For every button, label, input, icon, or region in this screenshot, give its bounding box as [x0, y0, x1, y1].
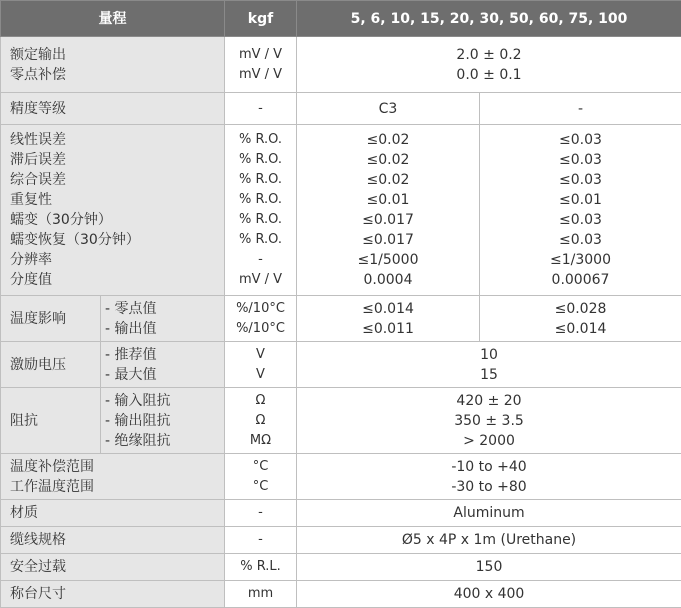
material-row	[1, 500, 681, 527]
creep-label: 蠕变（30分钟）	[10, 212, 112, 228]
temp-effect-c3	[297, 296, 480, 342]
range-header: 量程	[1, 1, 225, 37]
impedance-subs	[101, 388, 225, 454]
platform-label: 称台尺寸	[1, 581, 225, 608]
c3-value: ≤0.02	[366, 132, 410, 148]
overload-row	[1, 554, 681, 581]
input-impedance-value: 420 ± 20	[456, 392, 522, 409]
overload-value: 150	[297, 554, 681, 581]
impedance-row	[1, 388, 681, 454]
output-sub-label: - 输出值	[105, 320, 157, 337]
unit-value: V	[256, 346, 265, 362]
maximum-value: 15	[480, 366, 498, 383]
header-row	[1, 1, 681, 37]
accuracy-other: -	[480, 93, 681, 125]
output-impedance-value: 350 ± 3.5	[454, 412, 524, 429]
insulation-value: > 2000	[463, 432, 515, 449]
unit-value: % R.O.	[238, 172, 283, 187]
capacities-header: 5, 6, 10, 15, 20, 30, 50, 60, 75, 100	[297, 1, 681, 37]
unit-value: mV / V	[238, 66, 283, 82]
temp-range-row	[1, 454, 681, 500]
other-value: ≤0.03	[559, 132, 602, 148]
insulation-label: - 绝缘阻抗	[105, 432, 171, 449]
output-row	[1, 37, 681, 93]
accuracy-unit: -	[225, 93, 297, 125]
cable-label: 缆线规格	[1, 527, 225, 554]
overload-unit: % R.L.	[225, 554, 297, 581]
unit-value: % R.O.	[238, 232, 283, 247]
material-label: 材质	[1, 500, 225, 527]
c3-value: ≤1/5000	[357, 252, 419, 268]
excitation-subs	[101, 342, 225, 388]
division-label: 分度值	[10, 272, 52, 288]
overload-label: 安全过载	[1, 554, 225, 581]
c3-value: ≤0.017	[362, 212, 414, 228]
compensated-range-value: -10 to +40	[451, 458, 527, 475]
excitation-label: 激励电压	[1, 342, 101, 388]
unit-value: % R.O.	[238, 132, 283, 147]
maximum-sub-label: - 最大值	[105, 366, 157, 383]
other-value: ≤0.03	[559, 212, 602, 228]
excitation-values	[297, 342, 681, 388]
temp-effect-units	[225, 296, 297, 342]
linearity-label: 线性误差	[10, 132, 66, 148]
other-value: ≤0.03	[559, 172, 602, 188]
input-impedance-label: - 输入阻抗	[105, 392, 171, 409]
unit-value: % R.O.	[238, 152, 283, 167]
c3-value: ≤0.02	[366, 172, 410, 188]
impedance-label: 阻抗	[1, 388, 101, 454]
unit-value: °C	[252, 458, 269, 474]
output-units	[225, 37, 297, 93]
other-value: ≤0.01	[559, 192, 602, 208]
operating-range-value: -30 to +80	[451, 478, 527, 495]
excitation-units	[225, 342, 297, 388]
unit-value: V	[256, 366, 265, 382]
zero-balance-value: 0.0 ± 0.1	[456, 66, 522, 83]
unit-value: Ω	[255, 412, 266, 428]
other-value: ≤0.03	[559, 232, 602, 248]
output-labels	[1, 37, 225, 93]
impedance-units	[225, 388, 297, 454]
c3-value: ≤0.02	[366, 152, 410, 168]
temp-range-units	[225, 454, 297, 500]
accuracy-row	[1, 93, 681, 125]
material-unit: -	[225, 500, 297, 527]
temp-effect-other	[480, 296, 681, 342]
platform-unit: mm	[225, 581, 297, 608]
operating-range-label: 工作温度范围	[10, 478, 94, 495]
accuracy-label: 精度等级	[1, 93, 225, 125]
rated-output-label: 额定输出	[10, 46, 66, 63]
temp-effect-label: 温度影响	[1, 296, 101, 342]
cable-row	[1, 527, 681, 554]
unit-value: °C	[252, 478, 269, 494]
other-value: 0.00067	[551, 272, 610, 288]
rated-output-value: 2.0 ± 0.2	[456, 46, 522, 63]
material-value: Aluminum	[297, 500, 681, 527]
resolution-label: 分辨率	[10, 252, 52, 268]
errors-units	[225, 125, 297, 296]
cable-unit: -	[225, 527, 297, 554]
repeatability-label: 重复性	[10, 192, 52, 208]
c3-value: ≤0.014	[362, 300, 414, 317]
cable-value: Ø5 x 4P x 1m (Urethane)	[297, 527, 681, 554]
c3-value: ≤0.017	[362, 232, 414, 248]
c3-value: ≤0.011	[362, 320, 414, 337]
combined-error-label: 综合误差	[10, 172, 66, 188]
errors-other	[480, 125, 681, 296]
c3-value: 0.0004	[363, 272, 413, 288]
unit-value: mV / V	[238, 272, 283, 287]
accuracy-c3: C3	[297, 93, 480, 125]
compensated-range-label: 温度补偿范围	[10, 458, 94, 475]
platform-value: 400 x 400	[297, 581, 681, 608]
impedance-values	[297, 388, 681, 454]
temp-range-values	[297, 454, 681, 500]
unit-value: % R.O.	[238, 192, 283, 207]
zero-balance-label: 零点补偿	[10, 66, 66, 83]
temp-effect-row	[1, 296, 681, 342]
temp-range-labels	[1, 454, 225, 500]
unit-value: -	[258, 252, 263, 267]
hysteresis-label: 滞后误差	[10, 152, 66, 168]
excitation-row	[1, 342, 681, 388]
recommended-sub-label: - 推荐值	[105, 346, 157, 363]
output-values	[297, 37, 681, 93]
unit-value: mV / V	[238, 46, 283, 62]
other-value: ≤1/3000	[550, 252, 611, 268]
zero-sub-label: - 零点值	[105, 300, 157, 317]
other-value: ≤0.028	[554, 300, 607, 317]
temp-effect-subs	[101, 296, 225, 342]
recommended-value: 10	[480, 346, 498, 363]
unit-value: %/10°C	[236, 320, 285, 336]
unit-value: %/10°C	[236, 300, 285, 316]
c3-value: ≤0.01	[366, 192, 410, 208]
creep-recovery-label: 蠕变恢复（30分钟）	[10, 232, 140, 248]
unit-value: Ω	[255, 392, 266, 408]
unit-value: MΩ	[249, 432, 272, 448]
errors-c3	[297, 125, 480, 296]
unit-value: % R.O.	[238, 212, 283, 227]
other-value: ≤0.014	[554, 320, 607, 337]
errors-row	[1, 125, 681, 296]
unit-header: kgf	[225, 1, 297, 37]
other-value: ≤0.03	[559, 152, 602, 168]
errors-labels	[1, 125, 225, 296]
output-impedance-label: - 输出阻抗	[105, 412, 171, 429]
platform-row	[1, 581, 681, 608]
